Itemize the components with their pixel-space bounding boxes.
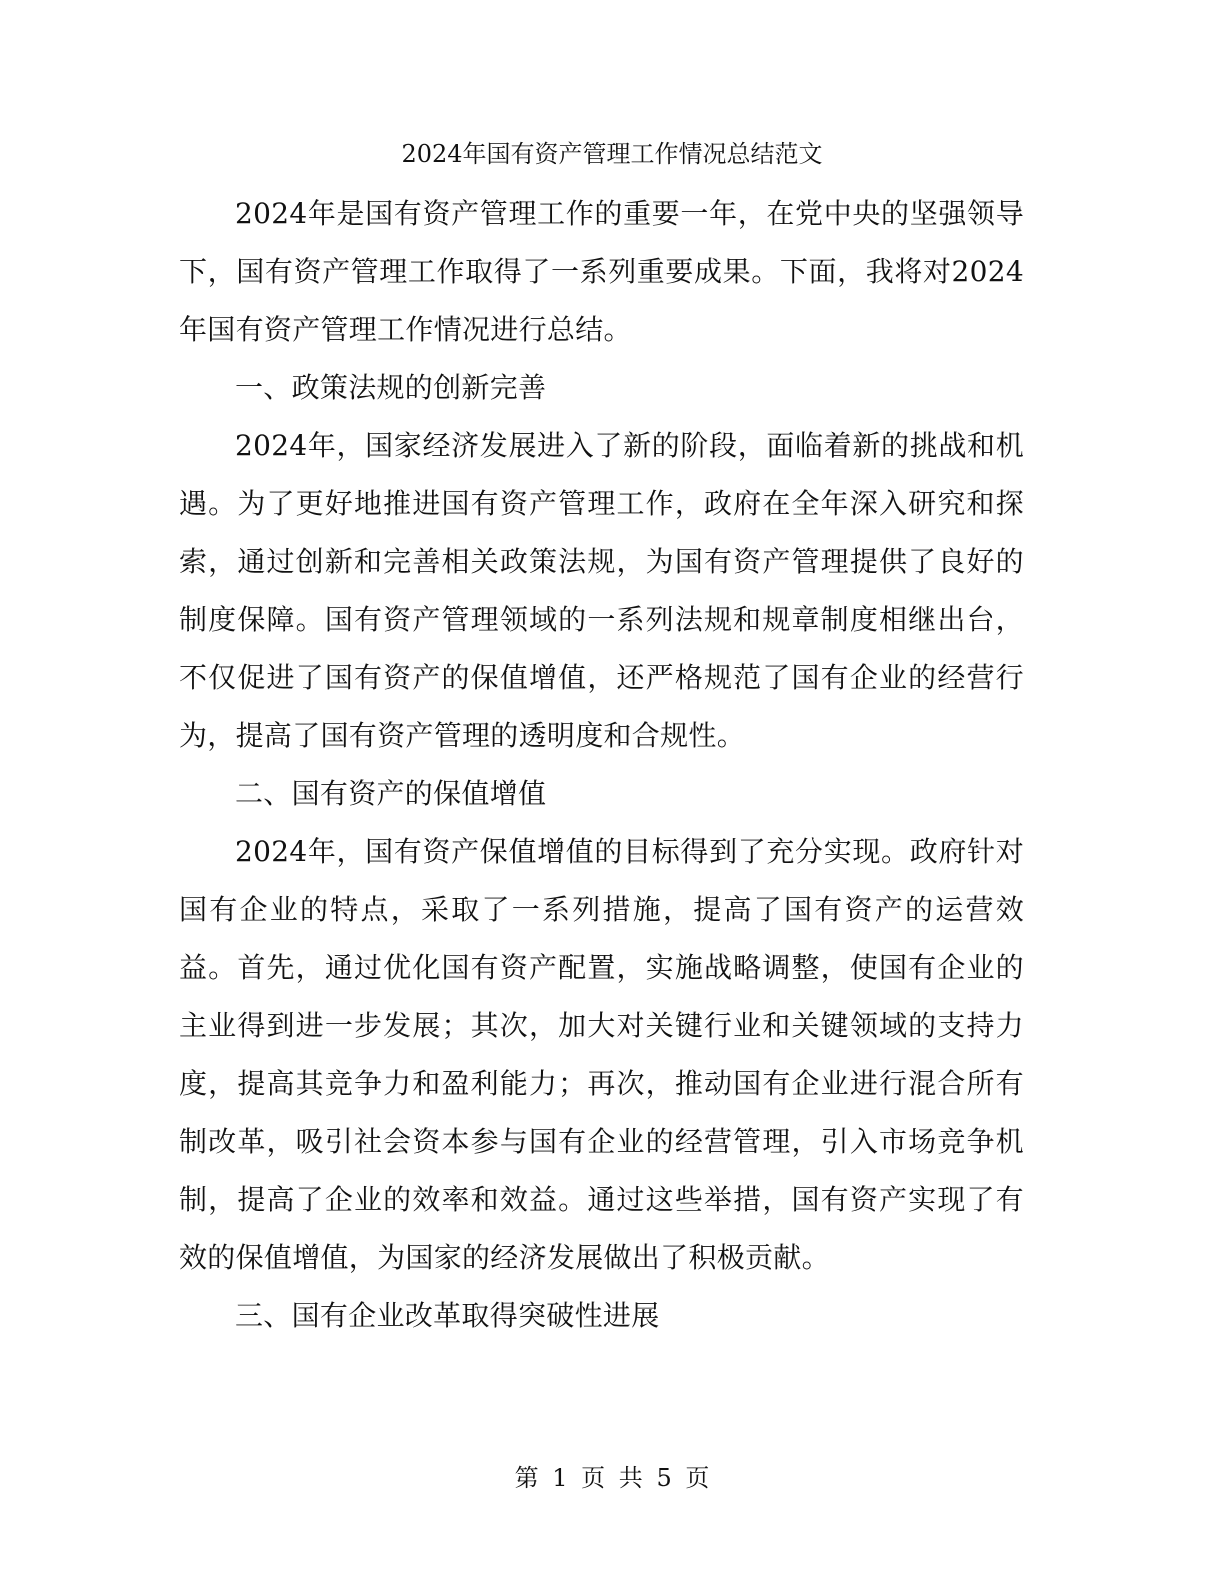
- section-1-paragraph: 2024年，国家经济发展进入了新的阶段，面临着新的挑战和机遇。为了更好地推进国有资产管理工作，政府在全年深入研究和探索，通过创新和完善相关政策法规，为国有资产管理提供了良好的制度保障。国有资产管理领域的一系列法规和规章制度相继出台，不仅促进了国有资产的保值增值，还严格规范了国有企业的经营行为，提高了国有资产管理的透明度和合规性。: [179, 429, 1024, 752]
- intro-paragraph: 2024年是国有资产管理工作的重要一年，在党中央的坚强领导下，国有资产管理工作取得了一系列重要成果。下面，我将对2024年国有资产管理工作情况进行总结。: [179, 197, 1024, 346]
- section-2-paragraph: 2024年，国有资产保值增值的目标得到了充分实现。政府针对国有企业的特点，采取了一系列措施，提高了国有资产的运营效益。首先，通过优化国有资产配置，实施战略调整，使国有企业的主业得到进一步发展；其次，加大对关键行业和关键领域的支持力度，提高其竞争力和盈利能力；再次，推动国有企业进行混合所有制改革，吸引社会资本参与国有企业的经营管理，引入市场竞争机制，提高了企业的效率和效益。通过这些举措，国有资产实现了有效的保值增值，为国家的经济发展做出了积极贡献。: [179, 835, 1024, 1274]
- document-body: [179, 185, 1024, 1345]
- section-heading-3: 三、国有企业改革取得突破性进展: [235, 1299, 660, 1332]
- page-footer: 第 1 页 共 5 页: [514, 1464, 710, 1492]
- section-heading-2: 二、国有资产的保值增值: [235, 777, 547, 810]
- document-title: 2024年国有资产管理工作情况总结范文: [401, 140, 823, 168]
- section-heading-1: 一、政策法规的创新完善: [235, 371, 547, 404]
